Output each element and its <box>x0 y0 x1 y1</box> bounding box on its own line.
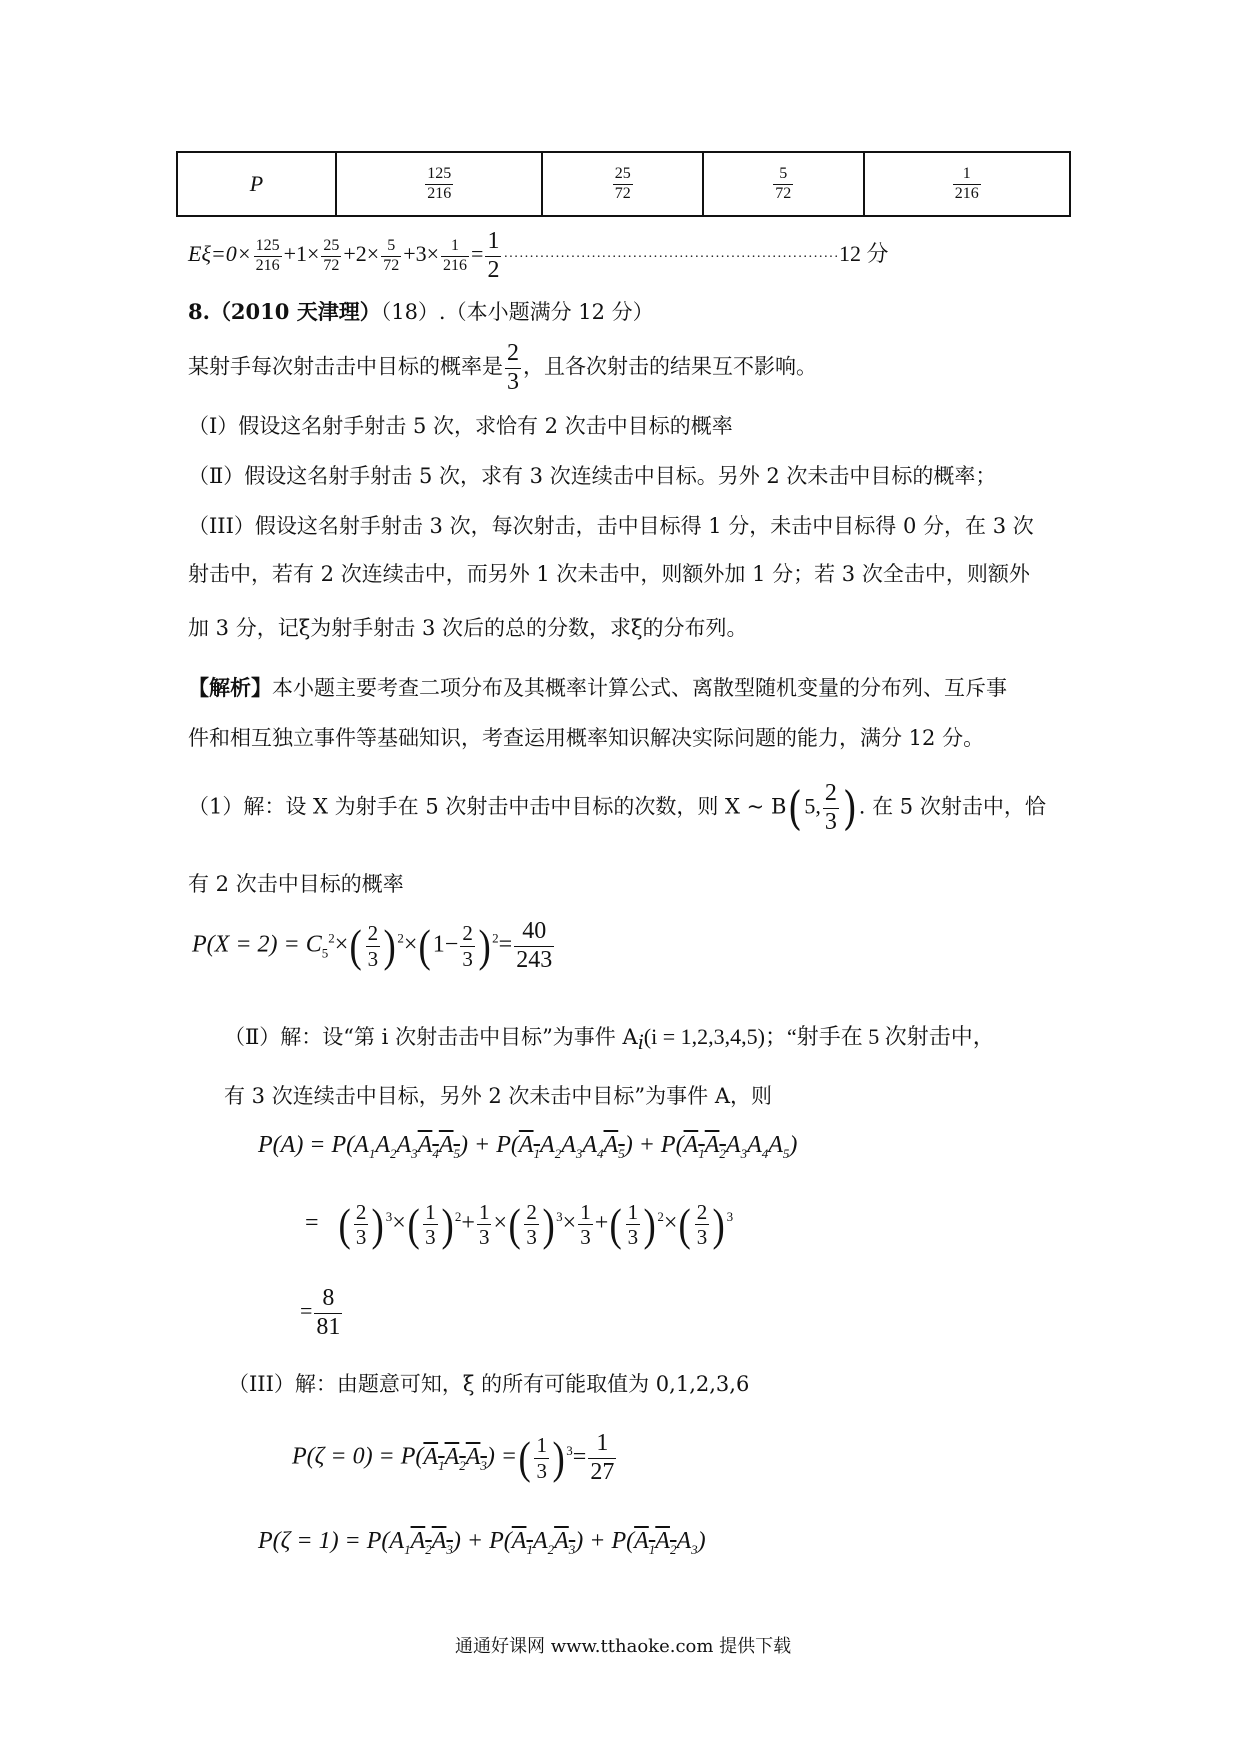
part1-formula: $P(X = 2) = C_5^2\times$( $\frac{2}{3}$ ) $^2$×(1− $\frac{2}{3}$ ) $^2$= $\frac{40}{243}$ <box>192 918 553 973</box>
part2-line-2: 有 3 次连续击中目标，另外 2 次未击中目标”为事件 A，则 <box>224 1084 772 1108</box>
question-1: （Ⅰ）假设这名射手射击 5 次，求恰有 2 次击中目标的概率 <box>188 414 733 438</box>
problem-heading: 8.（2010 天津理）（18）.（本小题满分 12 分） <box>188 299 654 324</box>
part1-line-2: 有 2 次击中目标的概率 <box>188 872 404 896</box>
part1-intro: （1）解：设 X 为射手在 5 次射击中击中目标的次数，则 X ~ B(5, $\frac{2}{3}$ ). 在 5 次射击中，恰 <box>188 780 1046 836</box>
distribution-table <box>176 151 1071 217</box>
question-3-line-2: 射击中，若有 2 次连续击中，而另外 1 次未击中，则额外加 1 分；若 3 次全击中，则额外 <box>188 562 1030 586</box>
page-footer: 通通好课网 www.tthaoke.com 提供下载 <box>455 1636 792 1657</box>
question-2: （Ⅱ）假设这名射手射击 5 次，求有 3 次连续击中目标。另外 2 次未击中目标的概率； <box>188 464 997 488</box>
problem-stem: 某射手每次射击击中目标的概率是 $\frac{2}{3}$ ，且各次射击的结果互不影响。 <box>188 340 817 395</box>
analysis-line-1: 【解析】本小题主要考查二项分布及其概率计算公式、离散型随机变量的分布列、互斥事 <box>188 675 1007 700</box>
expectation-line: Eξ=0× $\frac{125}{216}$ +1× $\frac{25}{72}$ +2× $\frac{5}{72}$ +3× $\frac{1}{216}$ = $\frac{1}{2}$ ·································································12 分 <box>188 228 889 283</box>
analysis-line-2: 件和相互独立事件等基础知识，考查运用概率知识解决实际问题的能力，满分 12 分。 <box>188 726 985 750</box>
part2-event-equation: $P(A) = P(A_1A_2A_3A_4A_5) + P(A_1A_2A_3A_4A_5) + P(A_1A_2A_3A_4A_5)$ <box>258 1132 798 1161</box>
part2-line-1: （Ⅱ）解：设“第 i 次射击击中目标”为事件 $A_i(i = 1,2,3,4,5)$；“射手在 5 次射击中， <box>224 1024 995 1055</box>
part3-line-1: （III）解：由题意可知，ξ 的所有可能取值为 0,1,2,3,6 <box>228 1372 750 1396</box>
table-cell-1: $\frac{25}{72}$ <box>542 152 703 216</box>
table-cell-0: $\frac{125}{216}$ <box>336 152 542 216</box>
table-cell-2: $\frac{5}{72}$ <box>703 152 864 216</box>
part3-p0: $P(\zeta = 0) = P(A_1A_2A_3)$ =( $\frac{1}{3}$ ) $^3$= $\frac{1}{27}$ <box>292 1430 615 1485</box>
question-3-line-3: 加 3 分，记ξ为射手射击 3 次后的总的分数，求ξ的分布列。 <box>188 616 748 640</box>
table-cell-3: $\frac{1}{216}$ <box>864 152 1070 216</box>
table-label-cell: P <box>177 152 336 216</box>
question-3-line-1: （III）假设这名射手射击 3 次，每次射击，击中目标得 1 分，未击中目标得 0 分，在 3 次 <box>188 514 1034 538</box>
part2-expansion: = ( $\frac{2}{3}$ ) $^3$×( $\frac{1}{3}$ ) $^2$+ $\frac{1}{3}$ ×( $\frac{2}{3}$ ) $^3$× $\frac{1}{3}$ +( $\frac{1}{3}$ ) $^2$×( $\frac{2}{3}$ ) $^3$ <box>305 1198 734 1250</box>
part2-result: = $\frac{8}{81}$ <box>300 1285 341 1340</box>
part3-p1: $P(\zeta = 1) = P(A_1A_2A_3) + P(A_1A_2A_3) + P(A_1A_2A_3)$ <box>258 1528 706 1557</box>
